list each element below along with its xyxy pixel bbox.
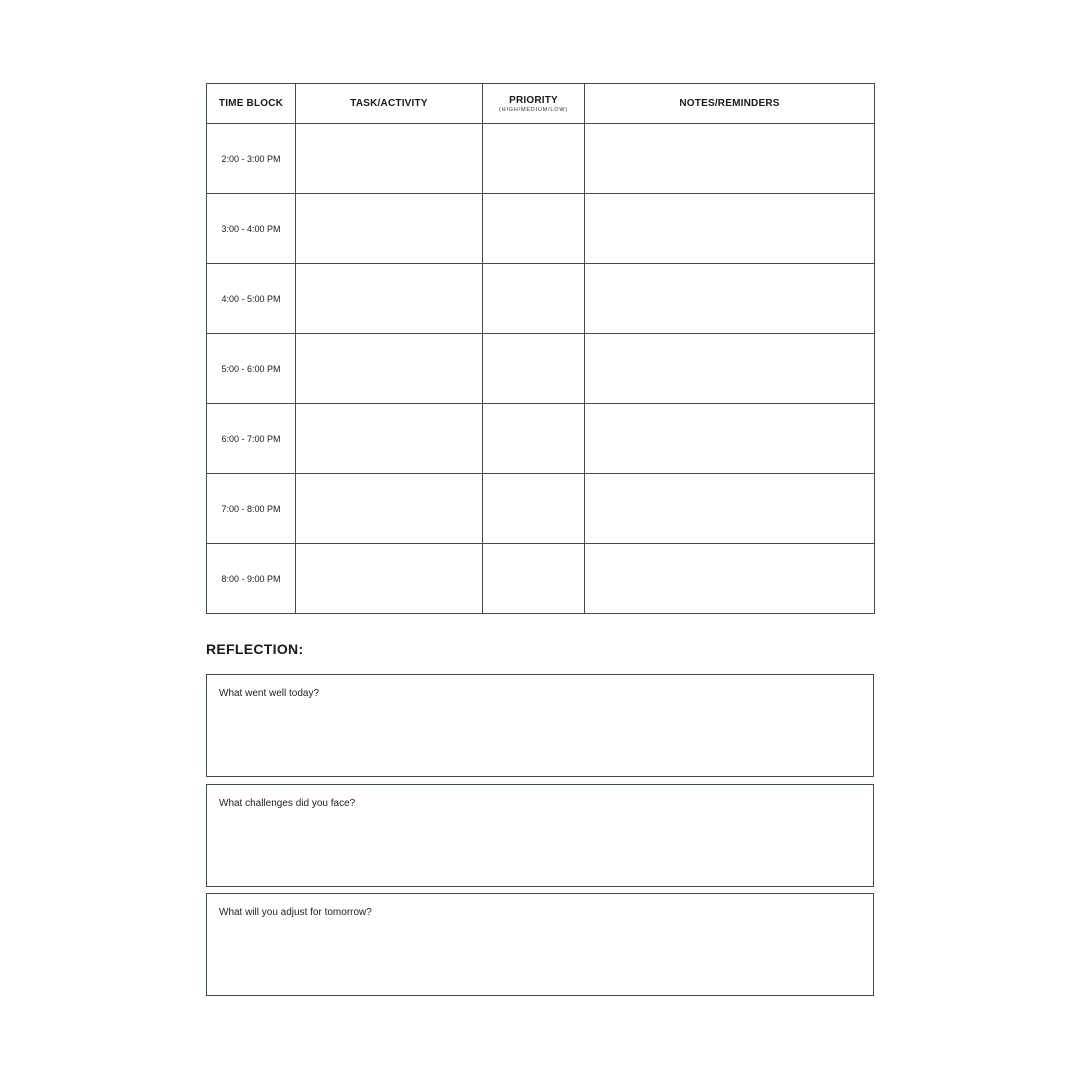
task-cell[interactable] [296,264,483,334]
reflection-box-challenges[interactable] [206,784,874,887]
priority-cell[interactable] [483,544,585,614]
reflection-prompt: What will you adjust for tomorrow? [219,907,372,918]
notes-cell[interactable] [585,334,875,404]
table-header-row [207,84,875,124]
task-cell[interactable] [296,194,483,264]
time-block-cell: 8:00 - 9:00 PM [207,544,296,614]
table-row [207,334,875,404]
notes-cell[interactable] [585,264,875,334]
time-block-cell: 2:00 - 3:00 PM [207,124,296,194]
table-row [207,124,875,194]
priority-cell[interactable] [483,474,585,544]
table-row [207,544,875,614]
time-block-cell: 3:00 - 4:00 PM [207,194,296,264]
header-notes-reminders: NOTES/REMINDERS [585,84,875,124]
time-block-cell: 4:00 - 5:00 PM [207,264,296,334]
notes-cell[interactable] [585,474,875,544]
priority-cell[interactable] [483,264,585,334]
header-task-activity: TASK/ACTIVITY [296,84,483,124]
time-block-cell: 6:00 - 7:00 PM [207,404,296,474]
task-cell[interactable] [296,334,483,404]
schedule-table [206,83,875,614]
header-priority-sublabel: (HIGH/MEDIUM/LOW) [499,106,568,113]
notes-cell[interactable] [585,194,875,264]
header-priority [483,84,585,124]
table-row [207,264,875,334]
reflection-prompt: What went well today? [219,688,320,699]
table-row [207,404,875,474]
reflection-prompt: What challenges did you face? [219,798,356,809]
priority-cell[interactable] [483,194,585,264]
task-cell[interactable] [296,474,483,544]
priority-cell[interactable] [483,124,585,194]
time-block-cell: 7:00 - 8:00 PM [207,474,296,544]
priority-cell[interactable] [483,334,585,404]
reflection-box-adjust-tomorrow[interactable] [206,893,874,996]
header-time-block: TIME BLOCK [207,84,296,124]
priority-cell[interactable] [483,404,585,474]
notes-cell[interactable] [585,544,875,614]
reflection-heading: REFLECTION: [206,641,304,657]
table-row [207,474,875,544]
time-block-cell: 5:00 - 6:00 PM [207,334,296,404]
task-cell[interactable] [296,124,483,194]
task-cell[interactable] [296,404,483,474]
reflection-box-went-well[interactable] [206,674,874,777]
notes-cell[interactable] [585,404,875,474]
notes-cell[interactable] [585,124,875,194]
table-row [207,194,875,264]
header-priority-label: PRIORITY [509,94,558,106]
task-cell[interactable] [296,544,483,614]
